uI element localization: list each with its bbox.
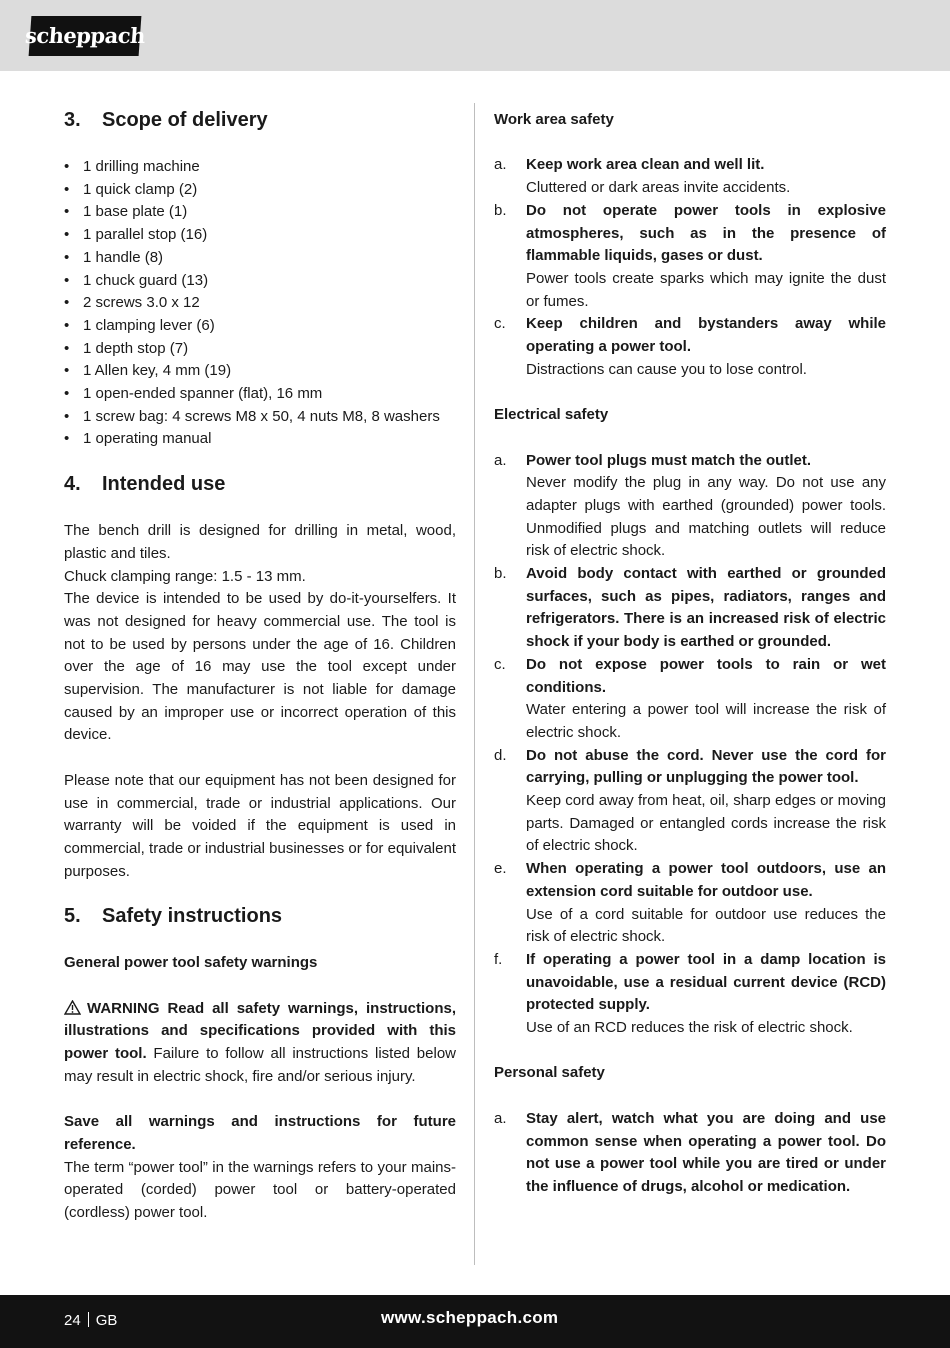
- intended-use-text: The device is intended to be used by do-it-yourselfers. It was not designed for heavy commercial use. The tool is not to be used by persons under the age of 16. Children over the age of 16 may use the tool except under supervision. The manufacturer is not liable for damage caused by an improper use or incorrect operation of this device.: [64, 590, 456, 744]
- right-column: [494, 107, 886, 1199]
- list-item: • 1 parallel stop (16): [64, 224, 456, 247]
- intended-use-text: The bench drill is designed for drilling in metal, wood, plastic and tiles.: [64, 522, 456, 562]
- list-item: c. Keep children and bystanders away while operating a power tool. Distractions can cause you to lose control.: [494, 315, 886, 378]
- list-item: • 1 screw bag: 4 screws M8 x 50, 4 nuts M8, 8 washers: [64, 406, 456, 429]
- list-item: e. When operating a power tool outdoors, use an extension cord suitable for outdoor use. Use of a cord suitable for outdoor use reduces the risk of electric shock.: [494, 860, 886, 946]
- list-item: a. Keep work area clean and well lit. Cluttered or dark areas invite accidents.: [494, 156, 791, 197]
- list-item: b. Do not operate power tools in explosive atmospheres, such as in the presence of flammable liquids, gases or dust. Power tools create sparks which may ignite the dust or fumes.: [494, 201, 886, 310]
- list-item: f. If operating a power tool in a damp location is unavoidable, use a residual current device (RCD) protected supply. Use of an RCD reduces the risk of electric shock.: [494, 950, 886, 1037]
- list-item: b. Avoid body contact with earthed or grounded surfaces, such as pipes, radiators, ranges and refrigerators. There is an increased risk of electric shock if your body is earthed or grounded.: [494, 565, 886, 651]
- column-divider: [474, 103, 475, 1265]
- list-item: • 2 screws 3.0 x 12: [64, 292, 456, 315]
- header-bar: [0, 0, 950, 71]
- power-tool-definition: The term “power tool” in the warnings refers to your mains-operated (corded) power tool or battery-operated (cordless) power tool.: [64, 1158, 456, 1222]
- list-item: • 1 handle (8): [64, 247, 456, 270]
- list-item: • 1 open-ended spanner (flat), 16 mm: [64, 383, 456, 406]
- warning-paragraph: WARNING Read all safety warnings, instructions, illustrations and specifications provided with this power tool. Failure to follow all instructions listed below may result in electric shock, fire and/or serious injury.: [64, 999, 456, 1085]
- save-warnings-heading: Save all warnings and instructions for future reference.: [64, 1113, 456, 1153]
- commercial-use-note: Please note that our equipment has not been designed for use in commercial, trade or industrial applications. Our warranty will be voided if the equipment is used in commercial, trade or industrial businesses or for equivalent purposes.: [64, 771, 456, 880]
- personal-safety-heading: Personal safety: [494, 1064, 605, 1082]
- list-item: • 1 base plate (1): [64, 201, 456, 224]
- footer-bar: [0, 1295, 950, 1348]
- delivery-list: [64, 156, 456, 451]
- page-number: 24 GB: [64, 1312, 118, 1329]
- clamping-range-text: Chuck clamping range: 1.5 - 13 mm.: [64, 567, 306, 585]
- scheppach-logo: scheppach: [29, 16, 142, 56]
- work-area-list: [494, 154, 886, 381]
- list-item: • 1 Allen key, 4 mm (19): [64, 360, 456, 383]
- left-column: [64, 107, 456, 1225]
- list-item: c. Do not expose power tools to rain or wet conditions. Water entering a power tool will increase the risk of electric shock.: [494, 655, 886, 741]
- work-area-heading: Work area safety: [494, 111, 614, 128]
- list-item: d. Do not abuse the cord. Never use the cord for carrying, pulling or unplugging the power tool. Keep cord away from heat, oil, sharp edges or moving parts. Damaged or entangled cords increase the risk of electric shock.: [494, 746, 886, 855]
- list-item: a. Stay alert, watch what you are doing and use common sense when operating a power tool. Do not use a power tool while you are tired or under the influence of drugs, alcohol or medication.: [494, 1109, 886, 1195]
- warning-triangle-icon: [64, 1000, 81, 1015]
- section-5-heading: 5. Safety instructions: [64, 905, 283, 928]
- personal-safety-list: [494, 1108, 886, 1199]
- website-url: www.scheppach.com: [381, 1308, 559, 1327]
- section-4-heading: 4. Intended use: [64, 473, 226, 496]
- list-item: • 1 operating manual: [64, 428, 456, 451]
- list-item: • 1 chuck guard (13): [64, 270, 456, 293]
- list-item: • 1 depth stop (7): [64, 338, 456, 361]
- electrical-safety-list: [494, 450, 886, 1040]
- list-item: • 1 quick clamp (2): [64, 179, 456, 202]
- section-3-heading: 3. Scope of delivery: [64, 109, 268, 131]
- electrical-safety-heading: Electrical safety: [494, 406, 609, 424]
- list-item: • 1 clamping lever (6): [64, 315, 456, 338]
- list-item: a. Power tool plugs must match the outlet. Never modify the plug in any way. Do not use any adapter plugs with earthed (grounded) power tools. Unmodified plugs and matching outlets will reduce risk of electric shock.: [494, 451, 886, 560]
- general-warnings-heading: General power tool safety warnings: [64, 954, 318, 972]
- list-item: • 1 drilling machine: [64, 156, 456, 179]
